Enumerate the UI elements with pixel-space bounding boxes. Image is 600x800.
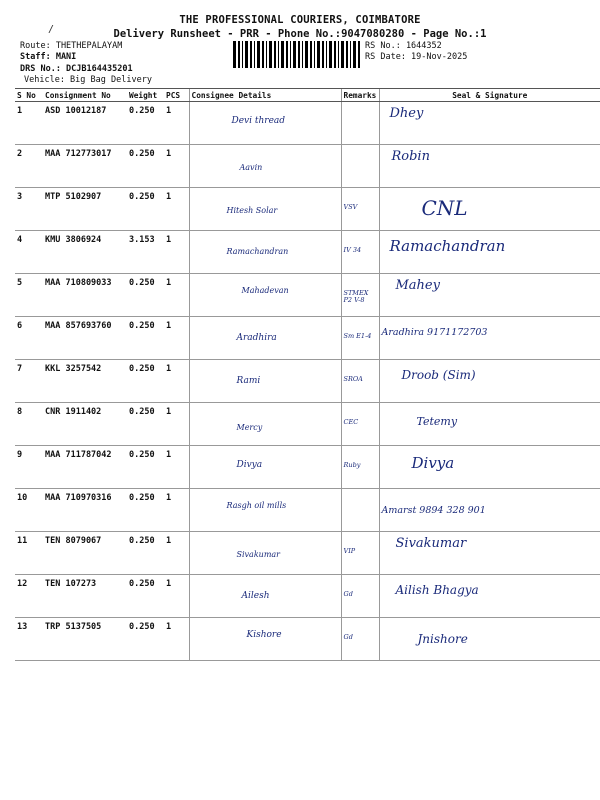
runsheet-subtitle: Delivery Runsheet - PRR - Phone No.:9047080280 - Page No.:1	[113, 28, 487, 40]
row-weight: 0.250	[127, 489, 164, 532]
row-signature	[379, 489, 600, 532]
row-sno: 10	[15, 489, 43, 532]
signature-handwriting: CNL	[421, 196, 468, 220]
row-consignee	[189, 317, 341, 360]
row-sno: 13	[15, 618, 43, 661]
col-consignee: Consignee Details	[189, 89, 341, 102]
row-consignee	[189, 489, 341, 532]
row-consignment-no: MTP 5102907	[43, 188, 127, 231]
consignee-handwriting: Rami	[236, 376, 261, 386]
remarks-handwriting: Sm E1-4	[343, 332, 372, 340]
row-pcs: 1	[164, 188, 189, 231]
row-consignee	[189, 231, 341, 274]
remarks-handwriting: Ruby	[343, 461, 361, 469]
consignee-handwriting: Mercy	[236, 423, 263, 432]
consignee-handwriting: Kishore	[246, 630, 282, 640]
col-consignment: Consignment No	[43, 89, 127, 102]
signature-handwriting: Ramachandran	[389, 237, 506, 255]
row-remarks	[341, 618, 379, 661]
row-consignee	[189, 145, 341, 188]
col-weight: Weight	[127, 89, 164, 102]
row-consignment-no: KMU 3806924	[43, 231, 127, 274]
signature-handwriting: Dhey	[389, 106, 424, 121]
row-sno: 12	[15, 575, 43, 618]
row-signature	[379, 145, 600, 188]
company-title: THE PROFESSIONAL COURIERS, COIMBATORE	[179, 14, 421, 26]
row-consignment-no: TEN 8079067	[43, 532, 127, 575]
row-sno: 9	[15, 446, 43, 489]
row-pcs: 1	[164, 231, 189, 274]
row-consignment-no: KKL 3257542	[43, 360, 127, 403]
row-remarks	[341, 532, 379, 575]
signature-handwriting: Ailish Bhagya	[395, 583, 479, 597]
row-consignment-no: MAA 710970316	[43, 489, 127, 532]
signature-handwriting: Tetemy	[416, 415, 458, 428]
table-row	[15, 102, 600, 145]
row-weight: 0.250	[127, 317, 164, 360]
row-pcs: 1	[164, 145, 189, 188]
row-pcs: 1	[164, 274, 189, 317]
row-sno: 4	[15, 231, 43, 274]
table-header-row	[15, 89, 600, 102]
row-sno: 7	[15, 360, 43, 403]
table-row	[15, 575, 600, 618]
row-pcs: 1	[164, 489, 189, 532]
row-pcs: 1	[164, 575, 189, 618]
row-weight: 0.250	[127, 102, 164, 145]
consignee-handwriting: Hitesh Solar	[226, 206, 278, 215]
row-weight: 3.153	[127, 231, 164, 274]
runsheet-table	[15, 88, 600, 661]
signature-handwriting: Divya	[411, 454, 455, 472]
row-remarks	[341, 575, 379, 618]
row-sno: 6	[15, 317, 43, 360]
row-sno: 1	[15, 102, 43, 145]
consignee-handwriting: Mahadevan	[241, 286, 289, 295]
row-remarks	[341, 403, 379, 446]
row-weight: 0.250	[127, 618, 164, 661]
row-consignee	[189, 360, 341, 403]
remarks-handwriting: CEC	[343, 418, 359, 426]
remarks-handwriting: VSV	[343, 203, 358, 211]
table-row	[15, 274, 600, 317]
consignee-handwriting: Divya	[236, 460, 263, 470]
row-pcs: 1	[164, 618, 189, 661]
row-consignment-no: ASD 10012187	[43, 102, 127, 145]
consignee-handwriting: Devi thread	[231, 116, 286, 126]
consignee-handwriting: Sivakumar	[236, 550, 281, 559]
row-remarks	[341, 231, 379, 274]
row-consignment-no: MAA 712773017	[43, 145, 127, 188]
row-consignee	[189, 274, 341, 317]
row-signature	[379, 317, 600, 360]
barcode-icon	[233, 41, 361, 68]
row-sno: 5	[15, 274, 43, 317]
row-remarks	[341, 102, 379, 145]
row-signature	[379, 403, 600, 446]
row-consignment-no: MAA 710809033	[43, 274, 127, 317]
signature-handwriting: Aradhira 9171172703	[381, 327, 488, 338]
row-consignment-no: CNR 1911402	[43, 403, 127, 446]
consignee-handwriting: Rasgh oil mills	[226, 501, 287, 510]
remarks-handwriting: Gd	[343, 590, 353, 598]
row-consignment-no: MAA 857693760	[43, 317, 127, 360]
row-remarks	[341, 360, 379, 403]
row-consignment-no: MAA 711787042	[43, 446, 127, 489]
row-weight: 0.250	[127, 145, 164, 188]
row-consignee	[189, 188, 341, 231]
remarks-handwriting: SROA	[343, 375, 363, 383]
row-consignment-no: TEN 107273	[43, 575, 127, 618]
row-sno: 11	[15, 532, 43, 575]
row-remarks	[341, 274, 379, 317]
remarks-handwriting: Gd	[343, 633, 353, 641]
consignee-handwriting: Aavin	[239, 163, 263, 172]
table-row	[15, 489, 600, 532]
col-pcs: PCS	[164, 89, 189, 102]
row-sno: 2	[15, 145, 43, 188]
rs-date: RS Date: 19-Nov-2025	[365, 52, 468, 62]
row-consignee	[189, 618, 341, 661]
consignee-handwriting: Aradhira	[236, 333, 277, 343]
row-pcs: 1	[164, 317, 189, 360]
table-row	[15, 145, 600, 188]
row-pcs: 1	[164, 102, 189, 145]
col-signature: Seal & Signature	[379, 89, 600, 102]
row-consignee	[189, 102, 341, 145]
pen-mark-icon: /	[48, 24, 55, 35]
row-signature	[379, 532, 600, 575]
drs-number: DRS No.: DCJB164435201	[20, 64, 133, 74]
table-row	[15, 618, 600, 661]
row-consignee	[189, 575, 341, 618]
signature-handwriting: Mahey	[395, 278, 440, 293]
row-remarks	[341, 145, 379, 188]
remarks-handwriting: STMEX P2 V-8	[343, 289, 369, 304]
row-signature	[379, 231, 600, 274]
consignee-handwriting: Ailesh	[241, 591, 270, 601]
row-weight: 0.250	[127, 403, 164, 446]
signature-handwriting: Robin	[391, 149, 430, 164]
table-row	[15, 231, 600, 274]
row-remarks	[341, 188, 379, 231]
row-remarks	[341, 446, 379, 489]
row-sno: 8	[15, 403, 43, 446]
row-consignee	[189, 403, 341, 446]
row-remarks	[341, 489, 379, 532]
row-remarks	[341, 317, 379, 360]
signature-handwriting: Sivakumar	[395, 536, 467, 551]
row-sno: 3	[15, 188, 43, 231]
consignee-handwriting: Ramachandran	[226, 247, 289, 256]
col-sno: S No	[15, 89, 43, 102]
staff-label: Staff: MANI	[20, 52, 77, 62]
table-row	[15, 360, 600, 403]
row-signature	[379, 575, 600, 618]
row-consignee	[189, 532, 341, 575]
remarks-handwriting: VIP	[343, 547, 356, 555]
table-row	[15, 532, 600, 575]
row-weight: 0.250	[127, 532, 164, 575]
row-signature	[379, 102, 600, 145]
row-signature	[379, 618, 600, 661]
table-row	[15, 317, 600, 360]
row-weight: 0.250	[127, 360, 164, 403]
vehicle-label: Vehicle: Big Bag Delivery	[24, 75, 152, 85]
row-consignee	[189, 446, 341, 489]
row-pcs: 1	[164, 360, 189, 403]
signature-handwriting: Jnishore	[417, 632, 468, 646]
signature-handwriting: Amarst 9894 328 901	[381, 505, 486, 516]
table-row	[15, 446, 600, 489]
row-weight: 0.250	[127, 188, 164, 231]
col-remarks: Remarks	[341, 89, 379, 102]
route-label: Route: THETHEPALAYAM	[20, 41, 123, 51]
row-signature	[379, 446, 600, 489]
rs-number: RS No.: 1644352	[365, 41, 442, 51]
row-weight: 0.250	[127, 446, 164, 489]
row-pcs: 1	[164, 403, 189, 446]
row-signature	[379, 274, 600, 317]
row-weight: 0.250	[127, 575, 164, 618]
remarks-handwriting: IV 34	[343, 246, 362, 254]
row-consignment-no: TRP 5137505	[43, 618, 127, 661]
signature-handwriting: Droob (Sim)	[401, 368, 476, 382]
row-weight: 0.250	[127, 274, 164, 317]
row-signature	[379, 188, 600, 231]
table-row	[15, 403, 600, 446]
row-pcs: 1	[164, 446, 189, 489]
table-row	[15, 188, 600, 231]
row-signature	[379, 360, 600, 403]
row-pcs: 1	[164, 532, 189, 575]
